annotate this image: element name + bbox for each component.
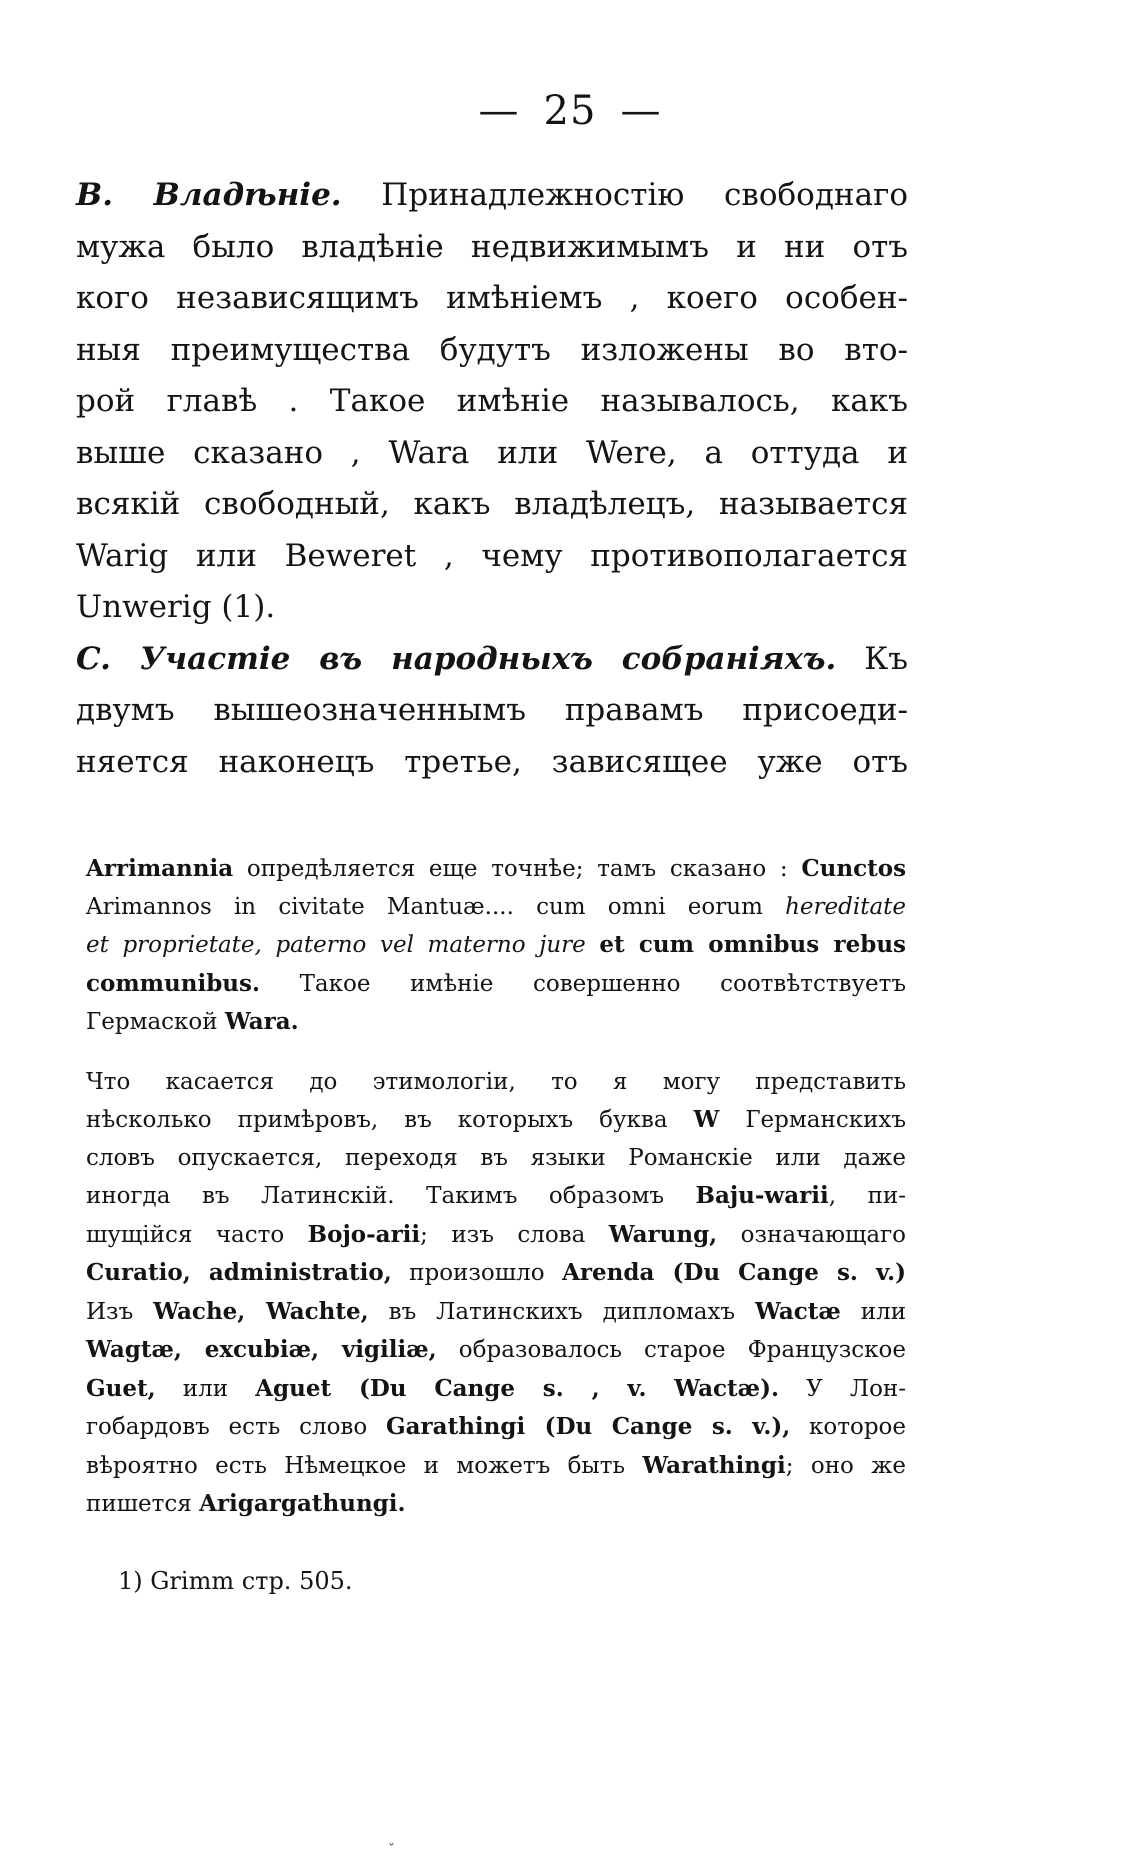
page-header [0,88,1140,134]
section-c-line-1 [76,634,908,686]
note2-line-9 [86,1370,906,1409]
section-c-heading: C. Участіе въ народныхъ собраніяхъ. [76,640,837,677]
section-b-line-7: всякій свободный, какъ владѣлецъ, называется [76,486,908,522]
main-text [76,170,908,788]
section-c-line-1-text: Къ [864,640,909,677]
note2-term-aguet: Aguet (Du Cange s. , v. Wactæ). [255,1374,779,1402]
note2-line-7 [86,1293,906,1332]
note2-line-8 [86,1331,906,1370]
page-number: 25 [543,88,597,134]
note1-term-wara: Wara. [224,1008,299,1035]
note2-term-wache: Wache, Wachte, [153,1297,369,1325]
section-b-line-2: мужа было владѣніе недвижимымъ и ни отъ [76,228,908,265]
note1-line-1 [86,850,906,889]
section-b-line-6: выше сказано , Wara или Were, а оттуда и [76,434,908,471]
note1-line-4 [86,965,906,1004]
note1-line-3-italic: et proprietate, paterno vel materno jure [86,932,586,958]
note2-line-10 [86,1408,906,1447]
section-b-line-9: Unwerig (1). [76,589,276,625]
section-c-line-3: няется наконецъ третье, зависящее уже отъ [76,743,908,780]
note2-term-bojoarii: Bojo-arii [307,1220,421,1248]
section-b-line-4: ныя преимущества будутъ изложены во вто- [76,331,908,368]
section-b-line-8: Warig или Beweret , чему противополагается [76,537,908,574]
note2-line-9-or: или [182,1375,229,1402]
note2-line-2-end: Германскихъ [745,1107,907,1133]
note2-line-2-text: нѣсколько примѣровъ, въ которыхъ буква [86,1107,668,1133]
note2-line-4 [86,1177,906,1216]
section-c-line-2: двумъ вышеозначеннымъ правамъ присоеди- [76,692,908,728]
note2-term-arigargathungi: Arigargathungi. [199,1490,406,1517]
note2-line-4-end: , пи- [828,1183,906,1209]
note2-term-wactae: Wactæ [755,1297,841,1325]
note2-line-7-text: Изъ [86,1298,134,1325]
note2-line-5-mid: ; изъ слова [420,1221,586,1248]
stray-mark: ˇ [388,1842,395,1858]
note2-line-5-text: шущійся часто [86,1221,285,1248]
note2-line-12-text: пишется [86,1491,192,1517]
note1-term-communibus: communibus. [86,969,260,997]
note2-line-7-end: или [860,1298,907,1325]
note2-term-warung: Warung, [608,1220,718,1248]
note2-line-11 [86,1447,906,1486]
note2-line-11-end: ; оно же [785,1452,906,1479]
note1-term-hereditate: hereditate [785,893,907,920]
note1-line-5-text: Гермаской [86,1009,218,1035]
note2-line-8-text: образовалось старое Французское [458,1337,907,1363]
section-b-line-1 [76,170,908,222]
note2-line-12 [86,1485,906,1524]
note1-term-arrimannia: Arrimannia [86,855,234,882]
section-b-line-1-text: Принадлежностію свободнаго [381,177,908,213]
note1-line-1-text: опредѣляется еще точнѣе; тамъ сказано : [246,856,788,882]
note2-term-warathingi: Warathingi [642,1451,786,1479]
note1-line-3 [86,926,906,965]
note2-line-9-end: У Лон- [806,1375,907,1402]
note2-line-10-end: которое [809,1414,907,1440]
note1-line-2-text: Arimannos in civitate Mantuæ.... cum omni eorum [86,893,763,920]
note1-line-2 [86,889,906,927]
notes-gap [86,1042,906,1064]
note2-line-3: словъ опускается, переходя въ языки Романскіе или даже [86,1144,906,1171]
note2-line-4-text: иногда въ Латинскій. Такимъ образомъ [86,1183,664,1209]
footnote: 1) Grimm стр. 505. [118,1567,353,1595]
note1-line-3-bold: et cum omnibus rebus [599,931,906,958]
note1-line-5 [86,1003,906,1042]
note1-term-cunctos: Cunctos [801,855,907,882]
header-dash-left: — [478,88,520,134]
note2-line-7-mid: въ Латинскихъ дипломахъ [388,1298,736,1325]
note2-line-5-end: означающаго [740,1221,907,1248]
note2-term-arenda: Arenda (Du Cange s. v.) [562,1259,906,1286]
section-b-line-5: рой главѣ . Такое имѣніе называлось, какъ [76,383,908,419]
note2-letter-w: W [693,1106,720,1133]
notes-block [86,850,906,1524]
note1-line-4-text: Такое имѣніе совершенно соотвѣтствуетъ [299,970,906,997]
note2-term-bajuwarii: Baju-warii [695,1182,829,1209]
note2-line-6-text: произошло [409,1260,545,1286]
note2-line-2 [86,1101,906,1140]
section-b-line-3: кого независящимъ имѣніемъ , коего особен- [76,280,908,316]
note2-term-curatio: Curatio, administratio, [86,1259,392,1286]
note2-line-1: Что касается до этимологіи, то я могу представить [86,1068,906,1095]
note2-term-wagtae: Wagtæ, excubiæ, vigiliæ, [86,1336,437,1363]
note2-line-11-text: вѣроятно есть Нѣмецкое и можетъ быть [86,1452,625,1479]
note2-line-6 [86,1254,906,1293]
note2-term-garathingi: Garathingi (Du Cange s. v.), [386,1413,791,1440]
section-b-heading: B. Владѣніе. [76,177,342,213]
header-dash-right: — [620,88,662,134]
note2-line-5 [86,1216,906,1255]
note2-line-10-text: гобардовъ есть слово [86,1414,368,1440]
note2-term-guet: Guet, [86,1374,156,1402]
